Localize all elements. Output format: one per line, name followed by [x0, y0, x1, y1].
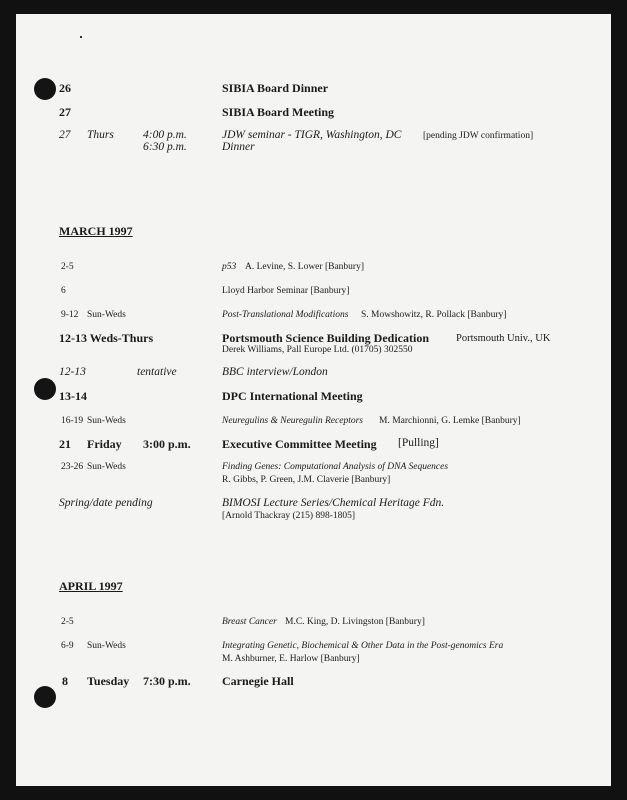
apr-days: 6-9	[61, 641, 74, 651]
mar-topic: Executive Committee Meeting	[222, 437, 377, 451]
mar-topic: DPC International Meeting	[222, 389, 363, 403]
punch-hole-middle	[34, 378, 56, 400]
mar-note: [Pulling]	[398, 437, 439, 449]
mar-days: 21	[59, 437, 71, 451]
feb-note: [pending JDW confirmation]	[423, 131, 534, 141]
mar-days: 2-5	[61, 262, 74, 272]
apr-time: 7:30 p.m.	[143, 674, 191, 688]
punch-hole-top	[34, 78, 56, 100]
speck	[80, 36, 82, 38]
mar-weekday: Sun-Weds	[87, 416, 126, 426]
mar-place: Portsmouth Univ., UK	[456, 333, 551, 344]
feb-time2: 6:30 p.m.	[143, 141, 187, 153]
mar-people: A. Levine, S. Lower [Banbury]	[245, 262, 364, 272]
mar-topic: Finding Genes: Computational Analysis of DNA Sequences	[222, 462, 449, 472]
apr-topic: Integrating Genetic, Biochemical & Other Data in the Post-genomics Era	[222, 641, 504, 651]
feb-event2: Dinner	[222, 141, 255, 153]
mar-days: 12-13 Weds-Thurs	[59, 331, 154, 345]
feb-day-27a: 27	[59, 105, 71, 119]
feb-time1: 4:00 p.m.	[143, 129, 187, 141]
mar-days: 23-26	[61, 462, 84, 472]
apr-line2: M. Ashburner, E. Harlow [Banbury]	[222, 654, 360, 664]
mar-days: 12-13	[59, 366, 86, 378]
mar-topic: BBC interview/London	[222, 366, 328, 378]
apr-weekday: Sun-Weds	[87, 641, 126, 651]
mar-people: M. Marchionni, G. Lemke [Banbury]	[379, 416, 521, 426]
mar-topic: p53	[222, 262, 237, 272]
feb-event-27b: JDW seminar - TIGR, Washington, DC	[222, 129, 402, 141]
mar-status: tentative	[137, 366, 177, 378]
mar-days: Spring/date pending	[59, 497, 153, 509]
mar-topic: BIMOSI Lecture Series/Chemical Heritage Fdn.	[222, 497, 445, 509]
feb-event-27a: SIBIA Board Meeting	[222, 105, 335, 119]
apr-people: M.C. King, D. Livingston [Banbury]	[285, 617, 425, 627]
mar-days: 9-12	[61, 310, 79, 320]
april-heading: APRIL 1997	[59, 579, 123, 593]
mar-line2: R. Gibbs, P. Green, J.M. Claverie [Banbury]	[222, 475, 391, 485]
mar-people: S. Mowshowitz, R. Pollack [Banbury]	[361, 310, 507, 320]
mar-weekday: Friday	[87, 437, 122, 451]
apr-topic: Carnegie Hall	[222, 674, 294, 688]
mar-line2: [Arnold Thackray (215) 898-1805]	[222, 511, 356, 521]
apr-weekday: Tuesday	[87, 674, 130, 688]
mar-topic: Neuregulins & Neuregulin Receptors	[222, 416, 363, 426]
mar-line2: Derek Williams, Pall Europe Ltd. (01705) 302550	[222, 345, 413, 355]
mar-weekday: Sun-Weds	[87, 462, 126, 472]
mar-days: 16-19	[61, 416, 84, 426]
mar-days: 13-14	[59, 389, 87, 403]
punch-hole-bottom	[34, 686, 56, 708]
feb-day-26: 26	[59, 81, 71, 95]
mar-topic: Portsmouth Science Building Dedication	[222, 331, 430, 345]
apr-days: 8	[62, 674, 68, 688]
apr-days: 2-5	[61, 617, 74, 627]
mar-days: 6	[61, 286, 66, 296]
march-heading: MARCH 1997	[59, 224, 133, 238]
apr-topic: Breast Cancer	[222, 617, 277, 627]
mar-topic: Post-Translational Modifications	[222, 310, 349, 320]
mar-time: 3:00 p.m.	[143, 437, 191, 451]
mar-topic: Lloyd Harbor Seminar [Banbury]	[222, 286, 350, 296]
feb-day-27b: 27	[59, 129, 71, 141]
feb-weekday: Thurs	[87, 129, 114, 141]
feb-event-26: SIBIA Board Dinner	[222, 81, 329, 95]
mar-weekday: Sun-Weds	[87, 310, 126, 320]
